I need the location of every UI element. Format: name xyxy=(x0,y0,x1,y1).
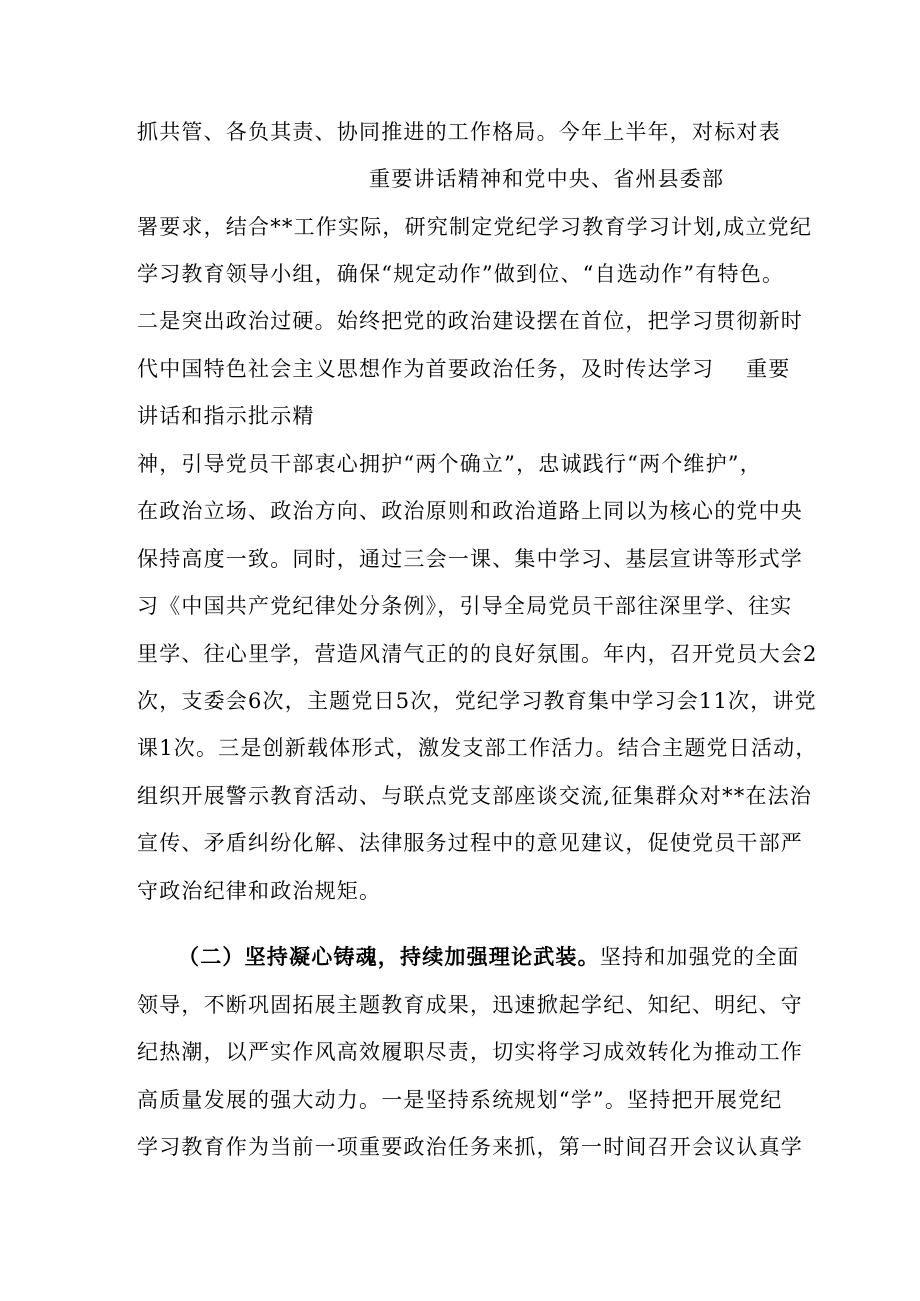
section-heading-line xyxy=(178,942,800,972)
text-line: 代中国特色社会主义思想作为首要政治任务，及时传达学习 xyxy=(137,357,715,381)
text-line: 组织开展警示教育活动、与联点党支部座谈交流,征集群众对**在法治 xyxy=(137,784,813,808)
text-line: 署要求，结合**工作实际，研究制定党纪学习教育学习计划,成立党纪 xyxy=(137,215,813,239)
text-line: 习《中国共产党纪律处分条例》，引导全局党员干部往深里学、往实 xyxy=(137,594,793,618)
text-line: 次，支委会6次，主题党日5次，党纪学习教育集中学习会11次，讲党 xyxy=(137,689,817,713)
text-line: 学习教育作为当前一项重要政治任务来抓，第一时间召开会议认真学 xyxy=(137,1135,803,1159)
text-line: 学习教育领导小组，确保“规定动作”做到位、“自选动作”有特色。 xyxy=(137,262,785,286)
text-line: 纪热潮，以严实作风高效履职尽责，切实将学习成效转化为推动工作 xyxy=(137,1040,803,1064)
text-line: 重要讲话精神和党中央、省州县委部 xyxy=(369,167,725,191)
section-heading: （二）坚持凝心铸魂，持续加强理论武装。 xyxy=(178,944,600,969)
text-line: 领导，不断巩固拓展主题教育成果，迅速掀起学纪、知纪、明纪、守 xyxy=(137,993,803,1017)
text-line: 课1次。三是创新载体形式，激发支部工作活力。结合主题党日活动， xyxy=(137,736,818,760)
text-line: 神，引导党员干部衷心拥护“两个确立”，忠诚践行“两个维护”， xyxy=(137,452,762,476)
text-line: 重要 xyxy=(746,357,791,381)
text-line: 保持高度一致。同时，通过三会一课、集中学习、基层宣讲等形式学 xyxy=(137,547,803,571)
text-line: 里学、往心里学，营造风清气正的的良好氛围。年内，召开党员大会2 xyxy=(137,642,818,666)
text-line: 讲话和指示批示精 xyxy=(137,404,315,428)
text-line: 二是突出政治过硬。始终把党的政治建设摆在首位，把学习贯彻新时 xyxy=(137,309,803,333)
text-line: 抓共管、各负其责、协同推进的工作格局。今年上半年，对标对表 xyxy=(137,120,781,144)
text-line: 宣传、矛盾纠纷化解、法律服务过程中的意见建议，促使党员干部严 xyxy=(137,831,803,855)
text-line: 守政治纪律和政治规矩。 xyxy=(137,879,382,903)
text-line: 高质量发展的强大动力。一是坚持系统规划“学”。坚持把开展党纪 xyxy=(137,1088,783,1112)
section-heading-rest: 坚持和加强党的全面 xyxy=(599,945,800,969)
text-line: 在政治立场、政治方向、政治原则和政治道路上同以为核心的党中央 xyxy=(137,499,803,523)
